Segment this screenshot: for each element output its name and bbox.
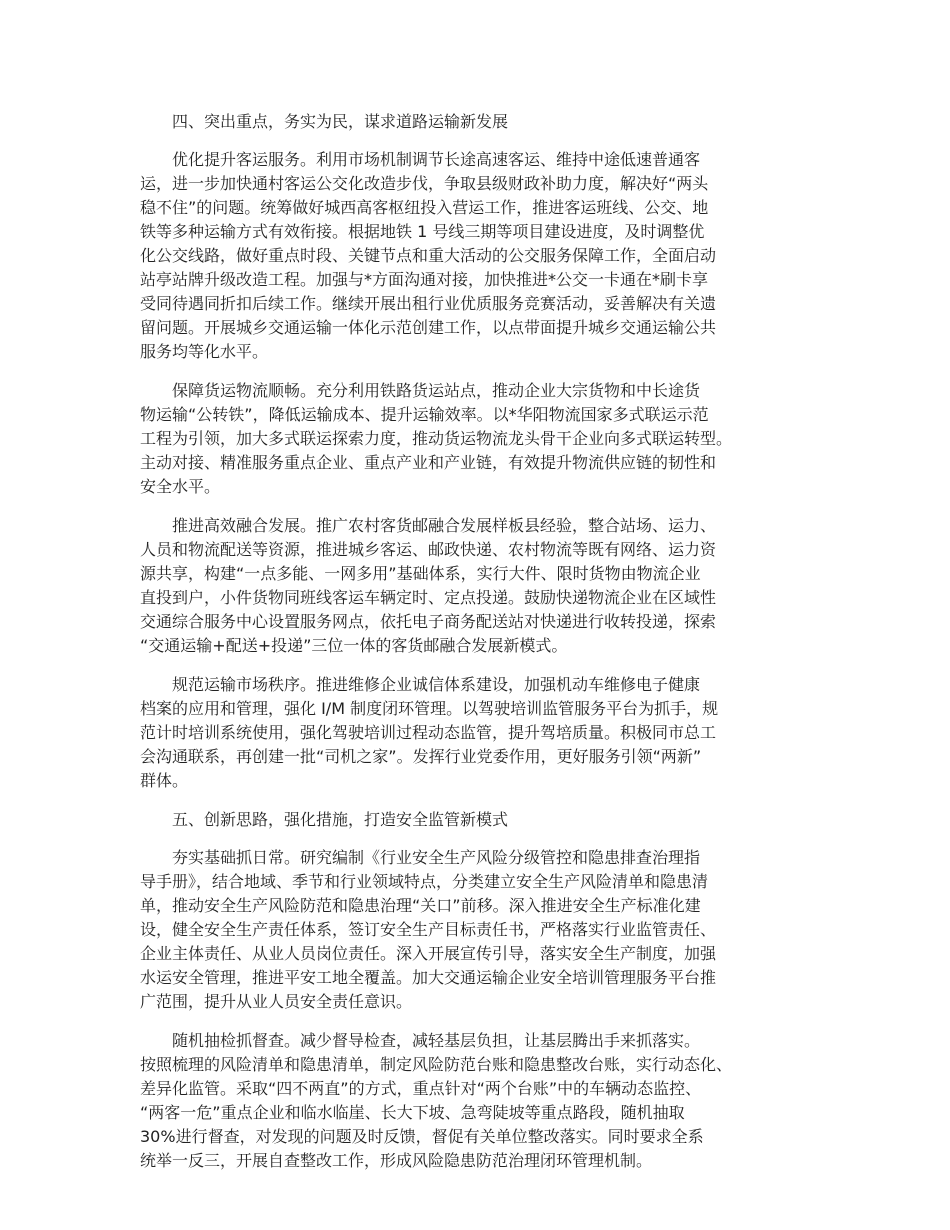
paragraph-line: 物运输“公转铁”，降低运输成本、提升运输效率。以*华阳物流国家多式联运示范 [140, 405, 709, 424]
paragraph-freight-logistics [140, 379, 822, 499]
paragraph-market-order [140, 673, 822, 793]
paragraph-line: 人员和物流配送等资源，推进城乡客运、邮政快递、农村物流等既有网络、运力资 [140, 540, 717, 559]
paragraph-line: 档案的应用和管理，强化 I/M 制度闭环管理。以驾驶培训监管服务平台为抓手，规 [140, 699, 719, 718]
paragraph-line: 广范围，提升从业人员安全责任意识。 [140, 992, 413, 1011]
paragraph-line: 水运安全管理，推进平安工地全覆盖。加大交通运输企业安全培训管理服务平台推 [140, 968, 717, 987]
paragraph-line: 单，推动安全生产风险防范和隐患治理“关口”前移。深入推进安全生产标准化建 [140, 896, 701, 915]
paragraph-line: 统举一反三，开展自查整改工作，形成风险隐患防范治理闭环管理机制。 [140, 1151, 653, 1170]
paragraph-line: 交通综合服务中心设置服务网点，依托电子商务配送站对快递进行收转投递，探索 [140, 612, 717, 631]
paragraph-line: 夯实基础抓日常。研究编制《行业安全生产风险分级管控和隐患排查治理指 [172, 848, 701, 867]
paragraph-line: 会沟通联系，再创建一批“司机之家”。发挥行业党委作用，更好服务引领“两新” [140, 747, 702, 766]
paragraph-line: 推进高效融合发展。推广农村客货邮融合发展样板县经验，整合站场、运力、 [172, 516, 717, 535]
paragraph-line: 规范运输市场秩序。推进维修企业诚信体系建设，加强机动车维修电子健康 [172, 675, 701, 694]
paragraph-line: “两客一危”重点企业和临水临崖、长大下坡、急弯陡坡等重点路段，随机抽取 [140, 1103, 685, 1122]
paragraph-line: 稳不住”的问题。统筹做好城西高客枢纽投入营运工作，推进客运班线、公交、地 [140, 198, 709, 217]
paragraph-random-inspection [140, 1029, 822, 1173]
paragraph-line: 设，健全安全生产责任体系，签订安全生产目标责任书，严格落实行业监管责任、 [140, 920, 717, 939]
paragraph-line: 30%进行督查，对发现的问题及时反馈，督促有关单位整改落实。同时要求全系 [140, 1127, 704, 1146]
document-page [140, 110, 822, 1188]
paragraph-line: 铁等多种运输方式有效衔接。根据地铁 1 号线三期等项目建设进度，及时调整优 [140, 222, 705, 241]
paragraph-line: 按照梳理的风险清单和隐患清单，制定风险防范台账和隐患整改台账，实行动态化、 [140, 1055, 733, 1074]
paragraph-line: 企业主体责任、从业人员岗位责任。深入开展宣传引导，落实安全生产制度，加强 [140, 944, 717, 963]
paragraph-line: 站亭站牌升级改造工程。加强与*方面沟通对接，加快推进*公交一卡通在*刷卡享 [140, 270, 709, 289]
section-heading-4: 四、突出重点，务实为民，谋求道路运输新发展 [172, 112, 509, 131]
paragraph-line: 受同待遇同折扣后续工作。继续开展出租行业优质服务竞赛活动，妥善解决有关遗 [140, 294, 717, 313]
paragraph-line: 导手册》，结合地域、季节和行业领域特点，分类建立安全生产风险清单和隐患清 [140, 872, 709, 891]
paragraph-line: 源共享，构建“一点多能、一网多用”基础体系，实行大件、限时货物由物流企业 [140, 564, 701, 583]
paragraph-line: 差异化监管。采取“四不两直”的方式，重点针对“两个台账”中的车辆动态监控、 [140, 1079, 702, 1098]
paragraph-passenger-transport [140, 148, 822, 364]
paragraph-line: 服务均等化水平。 [140, 342, 269, 361]
paragraph-line: 直投到户，小件货物同班线客运车辆定时、定点投递。鼓励快递物流企业在区域性 [140, 588, 717, 607]
section-heading-5: 五、创新思路，强化措施，打造安全监管新模式 [172, 810, 509, 829]
paragraph-line: 化公交线路，做好重点时段、关键节点和重大活动的公交服务保障工作，全面启动 [140, 246, 717, 265]
paragraph-line: 工程为引领，加大多式联运探索力度，推动货运物流龙头骨干企业向多式联运转型。 [140, 429, 733, 448]
paragraph-line: 留问题。开展城乡交通运输一体化示范创建工作，以点带面提升城乡交通运输公共 [140, 318, 717, 337]
paragraph-line: “交通运输+配送+投递”三位一体的客货邮融合发展新模式。 [140, 636, 568, 655]
paragraph-line: 运，进一步加快通村客运公交化改造步伐，争取县级财政补助力度，解决好“两头 [140, 174, 709, 193]
paragraph-line: 安全水平。 [140, 477, 221, 496]
paragraph-line: 主动对接、精准服务重点企业、重点产业和产业链，有效提升物流供应链的韧性和 [140, 453, 717, 472]
paragraph-line: 优化提升客运服务。利用市场机制调节长途高速客运、维持中途低速普通客 [172, 150, 701, 169]
paragraph-line: 随机抽检抓督查。减少督导检查，减轻基层负担，让基层腾出手来抓落实。 [172, 1031, 701, 1050]
paragraph-line: 群体。 [140, 771, 189, 790]
paragraph-line: 范计时培训系统使用，强化驾驶培训过程动态监管，提升驾培质量。积极同市总工 [140, 723, 717, 742]
paragraph-safety-foundation [140, 846, 822, 1014]
paragraph-integrated-development [140, 514, 822, 658]
paragraph-line: 保障货运物流顺畅。充分利用铁路货运站点，推动企业大宗货物和中长途货 [172, 381, 701, 400]
